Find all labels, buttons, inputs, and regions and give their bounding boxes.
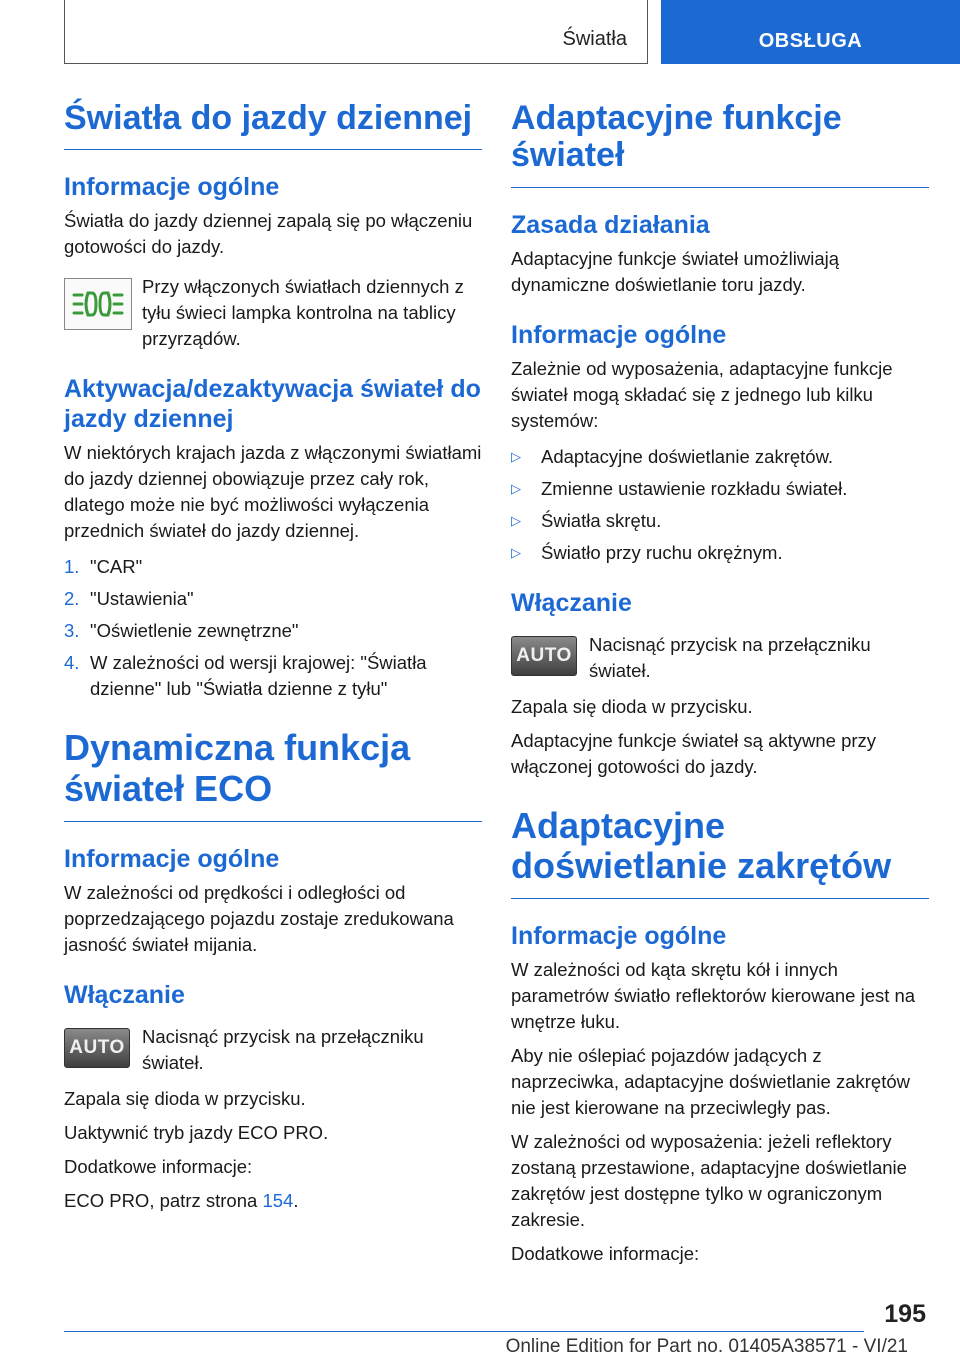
heading-switch-on: Włączanie	[64, 981, 185, 1010]
paragraph-diode: Zapala się dioda w przycisku.	[64, 1088, 306, 1110]
indicator-text: Przy włączonych światłach dziennych z tyłu świeci lampka kontrolna na tablicy przyrządów.	[142, 276, 464, 350]
auto-button-icon: AUTO	[64, 1028, 130, 1068]
page-number: 195	[884, 1300, 926, 1328]
paragraph-more-info-right: Dodatkowe informacje:	[511, 1243, 700, 1265]
paragraph-curve-3: W zależności od wyposażenia: jeżeli reflektory zostaną przestawione, adaptacyjne doświetlanie zakrętów jest dostępne tylko w ograniczonym zakresie.	[511, 1131, 907, 1231]
heading-general-info-curve: Informacje ogólne	[511, 922, 727, 951]
list-item: ▷ Światła skrętu.	[511, 508, 929, 534]
header-section-title: Światła	[562, 28, 627, 50]
steps-list	[64, 554, 482, 702]
heading-general-info-adaptive: Informacje ogólne	[511, 320, 727, 349]
header-chapter-label: OBSŁUGA	[758, 30, 863, 52]
paragraph-activation: W niektórych krajach jazda z włączonymi światłami do jazdy dziennej obowiązuje przez cały rok, dlatego może nie być możliwości wyłączenia przednich świateł do jazdy dziennej.	[64, 442, 482, 542]
auto-button-note-adaptive	[511, 632, 929, 684]
heading-eco-lights: Dynamiczna funkcja świateł ECO	[64, 728, 482, 822]
list-item: ▷ Zmienne ustawienie rozkładu świateł.	[511, 476, 929, 502]
list-item: 1. "CAR"	[64, 556, 143, 578]
header-chapter-tab[interactable]	[661, 0, 960, 64]
right-column	[511, 100, 929, 1275]
list-item: ▷ Adaptacyjne doświetlanie zakrętów.	[511, 444, 929, 470]
paragraph-eco-info: W zależności od prędkości i odległości od poprzedzającego pojazdu zostaje zredukowana jasność świateł mijania.	[64, 882, 454, 956]
page-link[interactable]: 154	[262, 1190, 294, 1212]
paragraph-daytime-info: Światła do jazdy dziennej zapalą się po włączeniu gotowości do jazdy.	[64, 210, 473, 258]
heading-general-info-eco: Informacje ogólne	[64, 845, 280, 874]
paragraph-curve-1: W zależności od kąta skrętu kół i innych parametrów światło reflektorów kierowane jest na wnętrze łuku.	[511, 959, 916, 1033]
auto-button-note	[64, 1024, 482, 1076]
heading-principle: Zasada działania	[511, 210, 710, 239]
paragraph-eco-ref: ECO PRO, patrz strona 154.	[64, 1190, 299, 1212]
footer-divider	[64, 1331, 864, 1332]
list-item: ▷ Światło przy ruchu okrężnym.	[511, 540, 929, 566]
header-box	[64, 0, 648, 64]
paragraph-curve-2: Aby nie oślepiać pojazdów jadących z naprzeciwka, adaptacyjne doświetlanie zakrętów nie jest kierowane na przeciwległy pas.	[511, 1045, 910, 1119]
heading-activation: Aktywacja/dezaktywacja świateł do jazdy dziennej	[64, 375, 481, 434]
paragraph-adaptive-active: Adaptacyjne funkcje świateł są aktywne przy włączonej gotowości do jazdy.	[511, 729, 877, 777]
auto-button-text: Nacisnąć przycisk na przełączniku świateł.	[589, 633, 871, 681]
auto-button-text: Nacisnąć przycisk na przełączniku świateł.	[142, 1026, 424, 1074]
daytime-running-lights-icon	[64, 278, 132, 330]
left-column	[64, 100, 482, 1222]
paragraph-eco-mode: Uaktywnić tryb jazdy ECO PRO.	[64, 1122, 329, 1144]
heading-general-info: Informacje ogólne	[64, 173, 280, 202]
list-item: 3. "Oświetlenie zewnętrzne"	[64, 620, 299, 642]
paragraph-more-info: Dodatkowe informacje:	[64, 1156, 253, 1178]
heading-adaptive-lights: Adaptacyjne funkcje świateł	[511, 100, 929, 188]
indicator-note	[64, 274, 482, 352]
triangle-bullet-icon: ▷	[511, 512, 521, 528]
triangle-bullet-icon: ▷	[511, 480, 521, 496]
heading-daytime-lights: Światła do jazdy dziennej	[64, 100, 482, 150]
auto-button-icon: AUTO	[511, 636, 577, 676]
paragraph-principle: Adaptacyjne funkcje świateł umożliwiają dynamiczne doświetlanie toru jazdy.	[511, 247, 840, 295]
paragraph-diode-adaptive: Zapala się dioda w przycisku.	[511, 695, 753, 717]
footer-edition: Online Edition for Part no. 01405A38571 - VI/21	[505, 1336, 908, 1357]
triangle-bullet-icon: ▷	[511, 544, 521, 560]
paragraph-adaptive-info: Zależnie od wyposażenia, adaptacyjne funkcje świateł mogą składać się z jednego lub kilku systemów:	[511, 357, 893, 431]
triangle-bullet-icon: ▷	[511, 448, 521, 464]
heading-curve-lighting: Adaptacyjne doświetlanie zakrętów	[511, 806, 929, 900]
systems-list	[511, 444, 929, 566]
list-item: 2. "Ustawienia"	[64, 588, 194, 610]
heading-switch-on-adaptive: Włączanie	[511, 588, 632, 617]
list-item: 4. W zależności od wersji krajowej: "Światła dzienne" lub "Światła dzienne z tyłu"	[64, 652, 427, 700]
